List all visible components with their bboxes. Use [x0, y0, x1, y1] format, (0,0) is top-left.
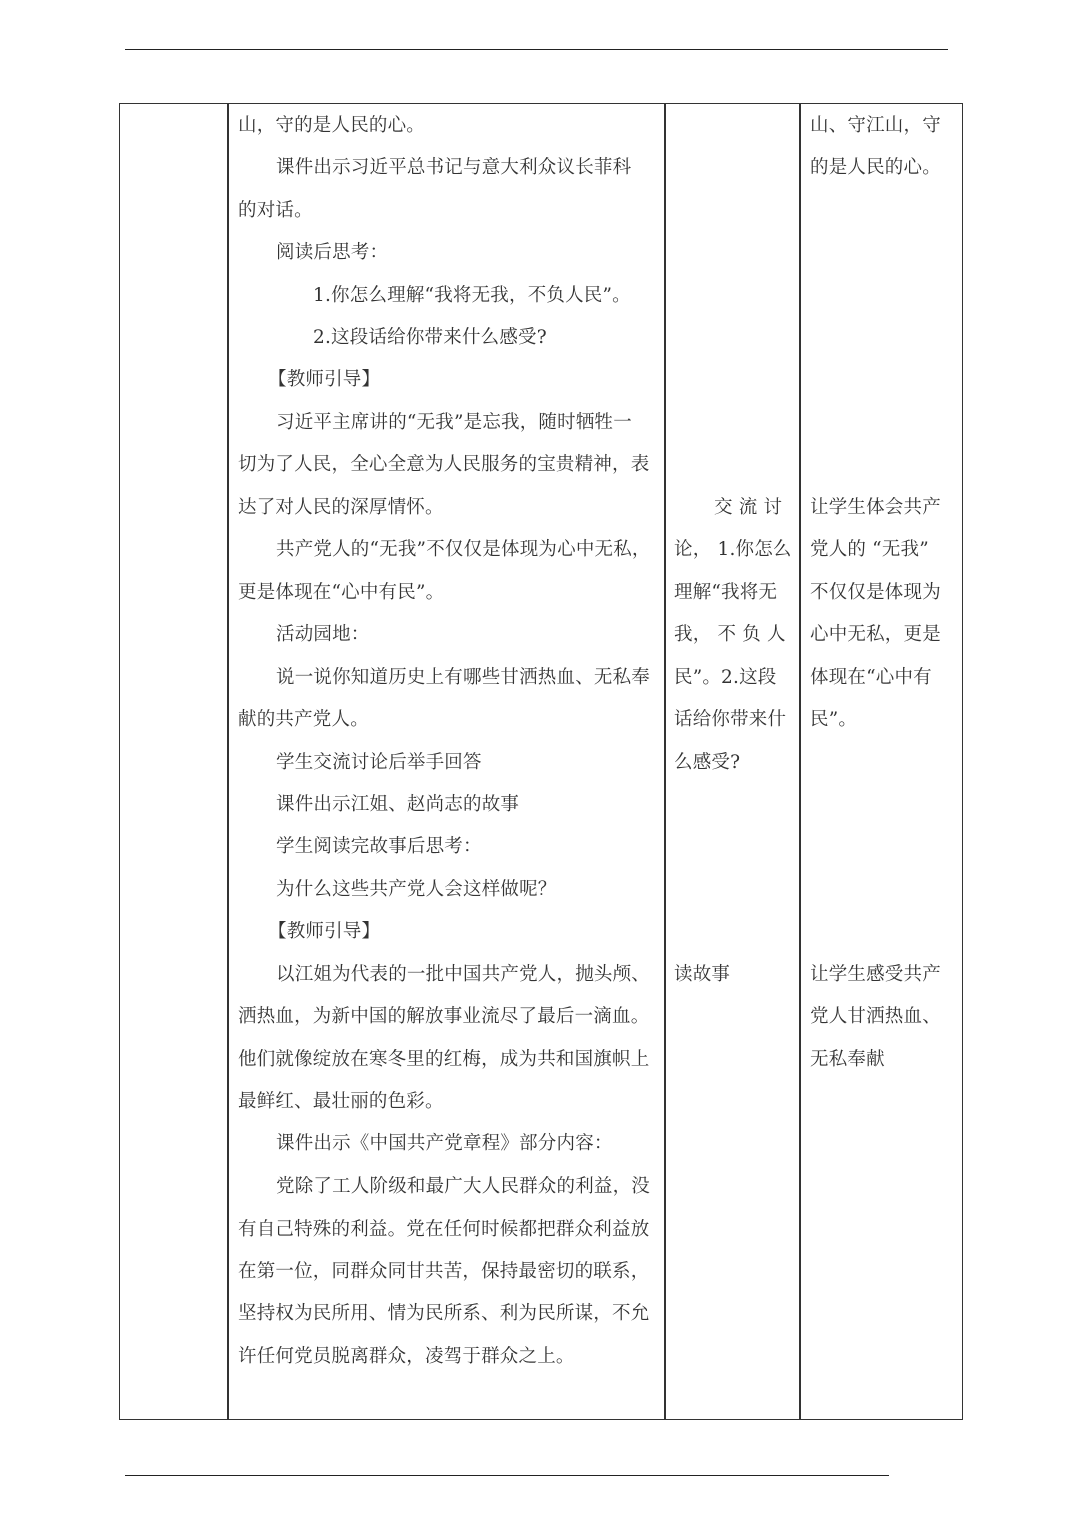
- content-line: 课件出示江姐、赵尚志的故事: [276, 794, 520, 815]
- content-line: 献的共产党人。: [238, 709, 369, 730]
- intent-line: 体现在“心中有: [810, 667, 932, 688]
- content-line: 课件出示《中国共产党章程》部分内容：: [276, 1133, 613, 1154]
- intent-line: 让学生体会共产: [810, 497, 941, 518]
- intent-line: 不仅仅是体现为: [810, 582, 941, 603]
- activity-line: 么感受?: [674, 752, 741, 773]
- stage-cell: [120, 104, 227, 1419]
- footer-rule: [125, 1475, 889, 1476]
- section-heading: 【教师引导】: [268, 369, 381, 390]
- activity-line: 读故事: [674, 964, 731, 985]
- content-line: 达了对人民的深厚情怀。: [238, 497, 444, 518]
- activity-line: 我， 不 负 人: [674, 624, 786, 645]
- content-line: 在第一位，同群众同甘共苦，保持最密切的联系，: [238, 1261, 650, 1282]
- lesson-plan-table: [119, 103, 963, 1420]
- column-divider: [664, 104, 666, 1419]
- content-line: 学生阅读完故事后思考：: [276, 836, 482, 857]
- intent-line: 山、守江山，守: [810, 115, 941, 136]
- question-line: 1.你怎么理解“我将无我，不负人民”。: [313, 285, 631, 306]
- content-line: 他们就像绽放在寒冬里的红梅，成为共和国旗帜上: [238, 1049, 650, 1070]
- header-rule: [125, 49, 948, 50]
- intent-line: 的是人民的心。: [810, 157, 941, 178]
- question-line: 2.这段话给你带来什么感受?: [313, 327, 547, 348]
- content-line: 有自己特殊的利益。党在任何时候都把群众利益放: [238, 1219, 650, 1240]
- content-line: 切为了人民，全心全意为人民服务的宝贵精神，表: [238, 454, 650, 475]
- content-line: 洒热血，为新中国的解放事业流尽了最后一滴血。: [238, 1006, 650, 1027]
- content-line: 阅读后思考：: [276, 242, 389, 263]
- activity-line: 话给你带来什: [674, 709, 787, 730]
- content-line: 活动园地：: [276, 624, 370, 645]
- content-line: 课件出示习近平总书记与意大利众议长菲科: [276, 157, 632, 178]
- column-divider: [799, 104, 801, 1419]
- intent-line: 民”。: [810, 709, 858, 730]
- intent-line: 无私奉献: [810, 1049, 885, 1070]
- content-line: 学生交流讨论后举手回答: [276, 752, 482, 773]
- content-line: 坚持权为民所用、情为民所系、利为民所谋，不允: [238, 1303, 650, 1324]
- content-line: 说一说你知道历史上有哪些甘洒热血、无私奉: [276, 667, 651, 688]
- intent-line: 党人甘洒热血、: [810, 1006, 941, 1027]
- activity-line: 理解“我将无: [674, 582, 778, 603]
- content-line: 为什么这些共产党人会这样做呢？: [276, 879, 557, 900]
- activity-line: 论， 1.你怎么: [674, 539, 792, 560]
- content-line: 许任何党员脱离群众，凌驾于群众之上。: [238, 1346, 575, 1367]
- content-line: 山，守的是人民的心。: [238, 115, 426, 136]
- content-line: 党除了工人阶级和最广大人民群众的利益，没: [276, 1176, 651, 1197]
- content-line: 的对话。: [238, 200, 313, 221]
- content-line: 习近平主席讲的“无我”是忘我，随时牺牲一: [276, 412, 632, 433]
- intent-line: 党人的 “无我”: [810, 539, 929, 560]
- intent-line: 心中无私，更是: [810, 624, 941, 645]
- column-divider: [227, 104, 229, 1419]
- content-line: 共产党人的“无我”不仅仅是体现为心中无私，: [276, 539, 651, 560]
- activity-line: 交 流 讨: [714, 497, 783, 518]
- activity-line: 民”。2.这段: [674, 667, 777, 688]
- section-heading: 【教师引导】: [268, 921, 381, 942]
- content-line: 更是体现在“心中有民”。: [238, 582, 445, 603]
- content-line: 以江姐为代表的一批中国共产党人，抛头颅、: [276, 964, 651, 985]
- content-line: 最鲜红、最壮丽的色彩。: [238, 1091, 444, 1112]
- intent-line: 让学生感受共产: [810, 964, 941, 985]
